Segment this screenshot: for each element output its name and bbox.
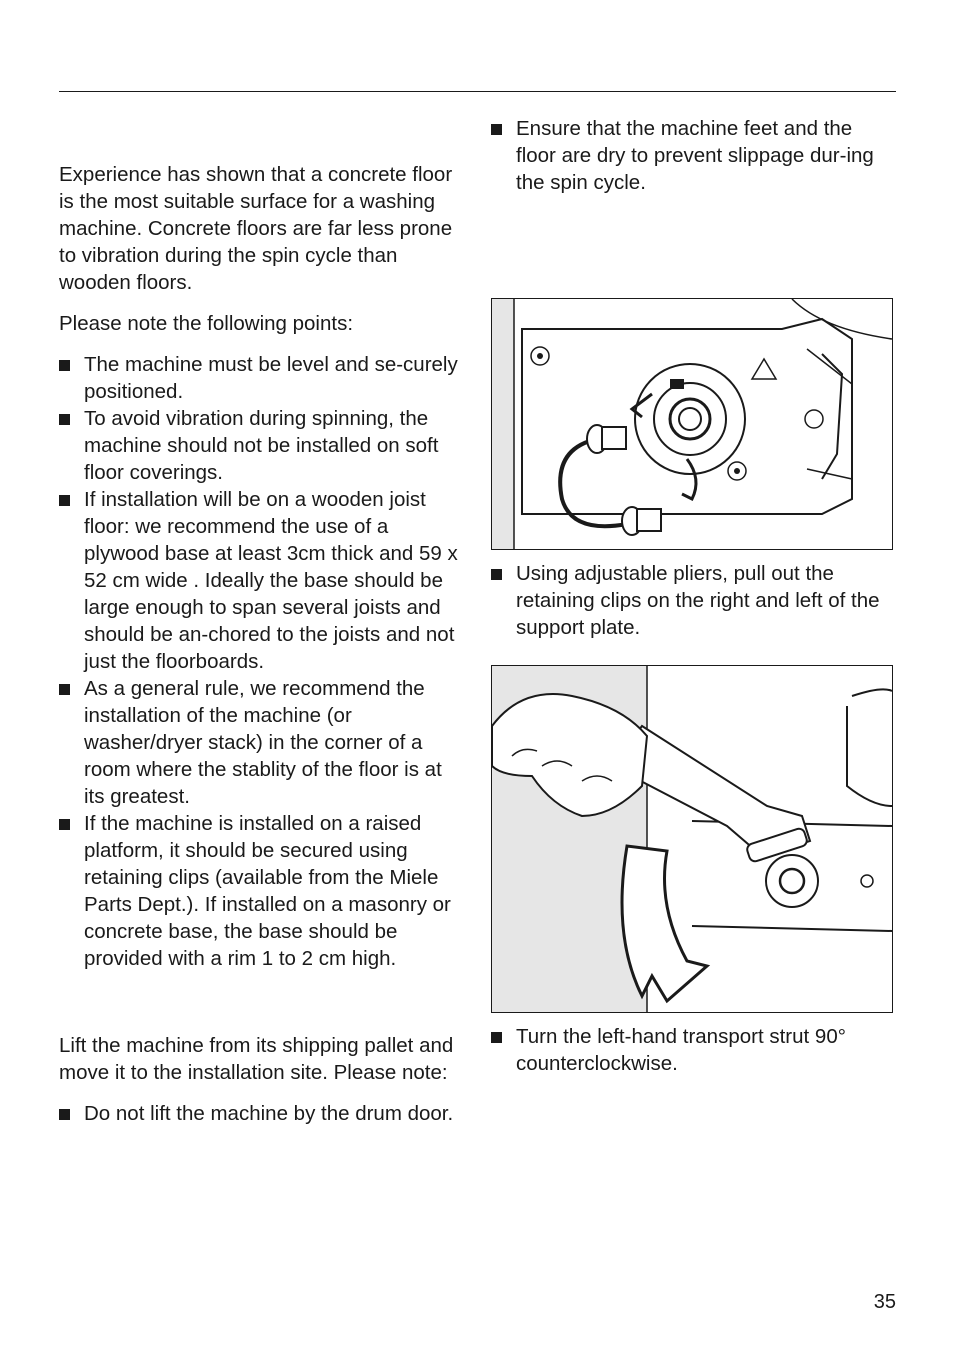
- intro-paragraph: Experience has shown that a concrete floor is the most suitable surface for a washing machine. Concrete floors are far less prone to vibration during the spin cycle than wooden floors.: [59, 163, 453, 294]
- list-item: Turn the left-hand transport strut 90° counterclockwise.: [491, 1023, 895, 1077]
- list-item: If installation will be on a wooden joist floor: we recommend the use of a plywood base at least 3cm thick and 59 x 52 cm wide . Ideally the base should be large enough to span several joists and should be an-chored to the joists and not just the floorboards.: [59, 486, 464, 675]
- move-paragraph: Lift the machine from its shipping pallet and move it to the installation site. Please note:: [59, 1034, 454, 1084]
- list-item: The machine must be level and se-curely positioned.: [59, 351, 464, 405]
- list-item: Using adjustable pliers, pull out the retaining clips on the right and left of the support plate.: [491, 560, 895, 641]
- page-number: 35: [873, 1291, 896, 1313]
- note-heading: Please note the following points:: [59, 312, 354, 335]
- list-item: If the machine is installed on a raised platform, it should be secured using retaining clips (available from the Miele Parts Dept.). If installed on a masonry or concrete base, the base should be provided with a rim 1 to 2 cm high.: [59, 810, 464, 972]
- installation-points-list: [59, 351, 464, 972]
- list-item: To avoid vibration during spinning, the machine should not be installed on soft floor coverings.: [59, 405, 464, 486]
- retaining-clip-illustration-icon: [491, 298, 893, 550]
- wrench-turning-illustration-icon: [491, 665, 893, 1013]
- header-rule: [59, 91, 896, 92]
- list-item: As a general rule, we recommend the installation of the machine (or washer/dryer stack) in the corner of a room where the stablity of the floor is at its greatest.: [59, 675, 464, 810]
- list-item: Do not lift the machine by the drum door.: [59, 1100, 464, 1127]
- left-column: [59, 161, 464, 1127]
- list-item: Ensure that the machine feet and the floor are dry to prevent slippage dur-ing the spin cycle.: [491, 115, 895, 196]
- move-points-list: [59, 1100, 464, 1127]
- right-column: [491, 115, 895, 1077]
